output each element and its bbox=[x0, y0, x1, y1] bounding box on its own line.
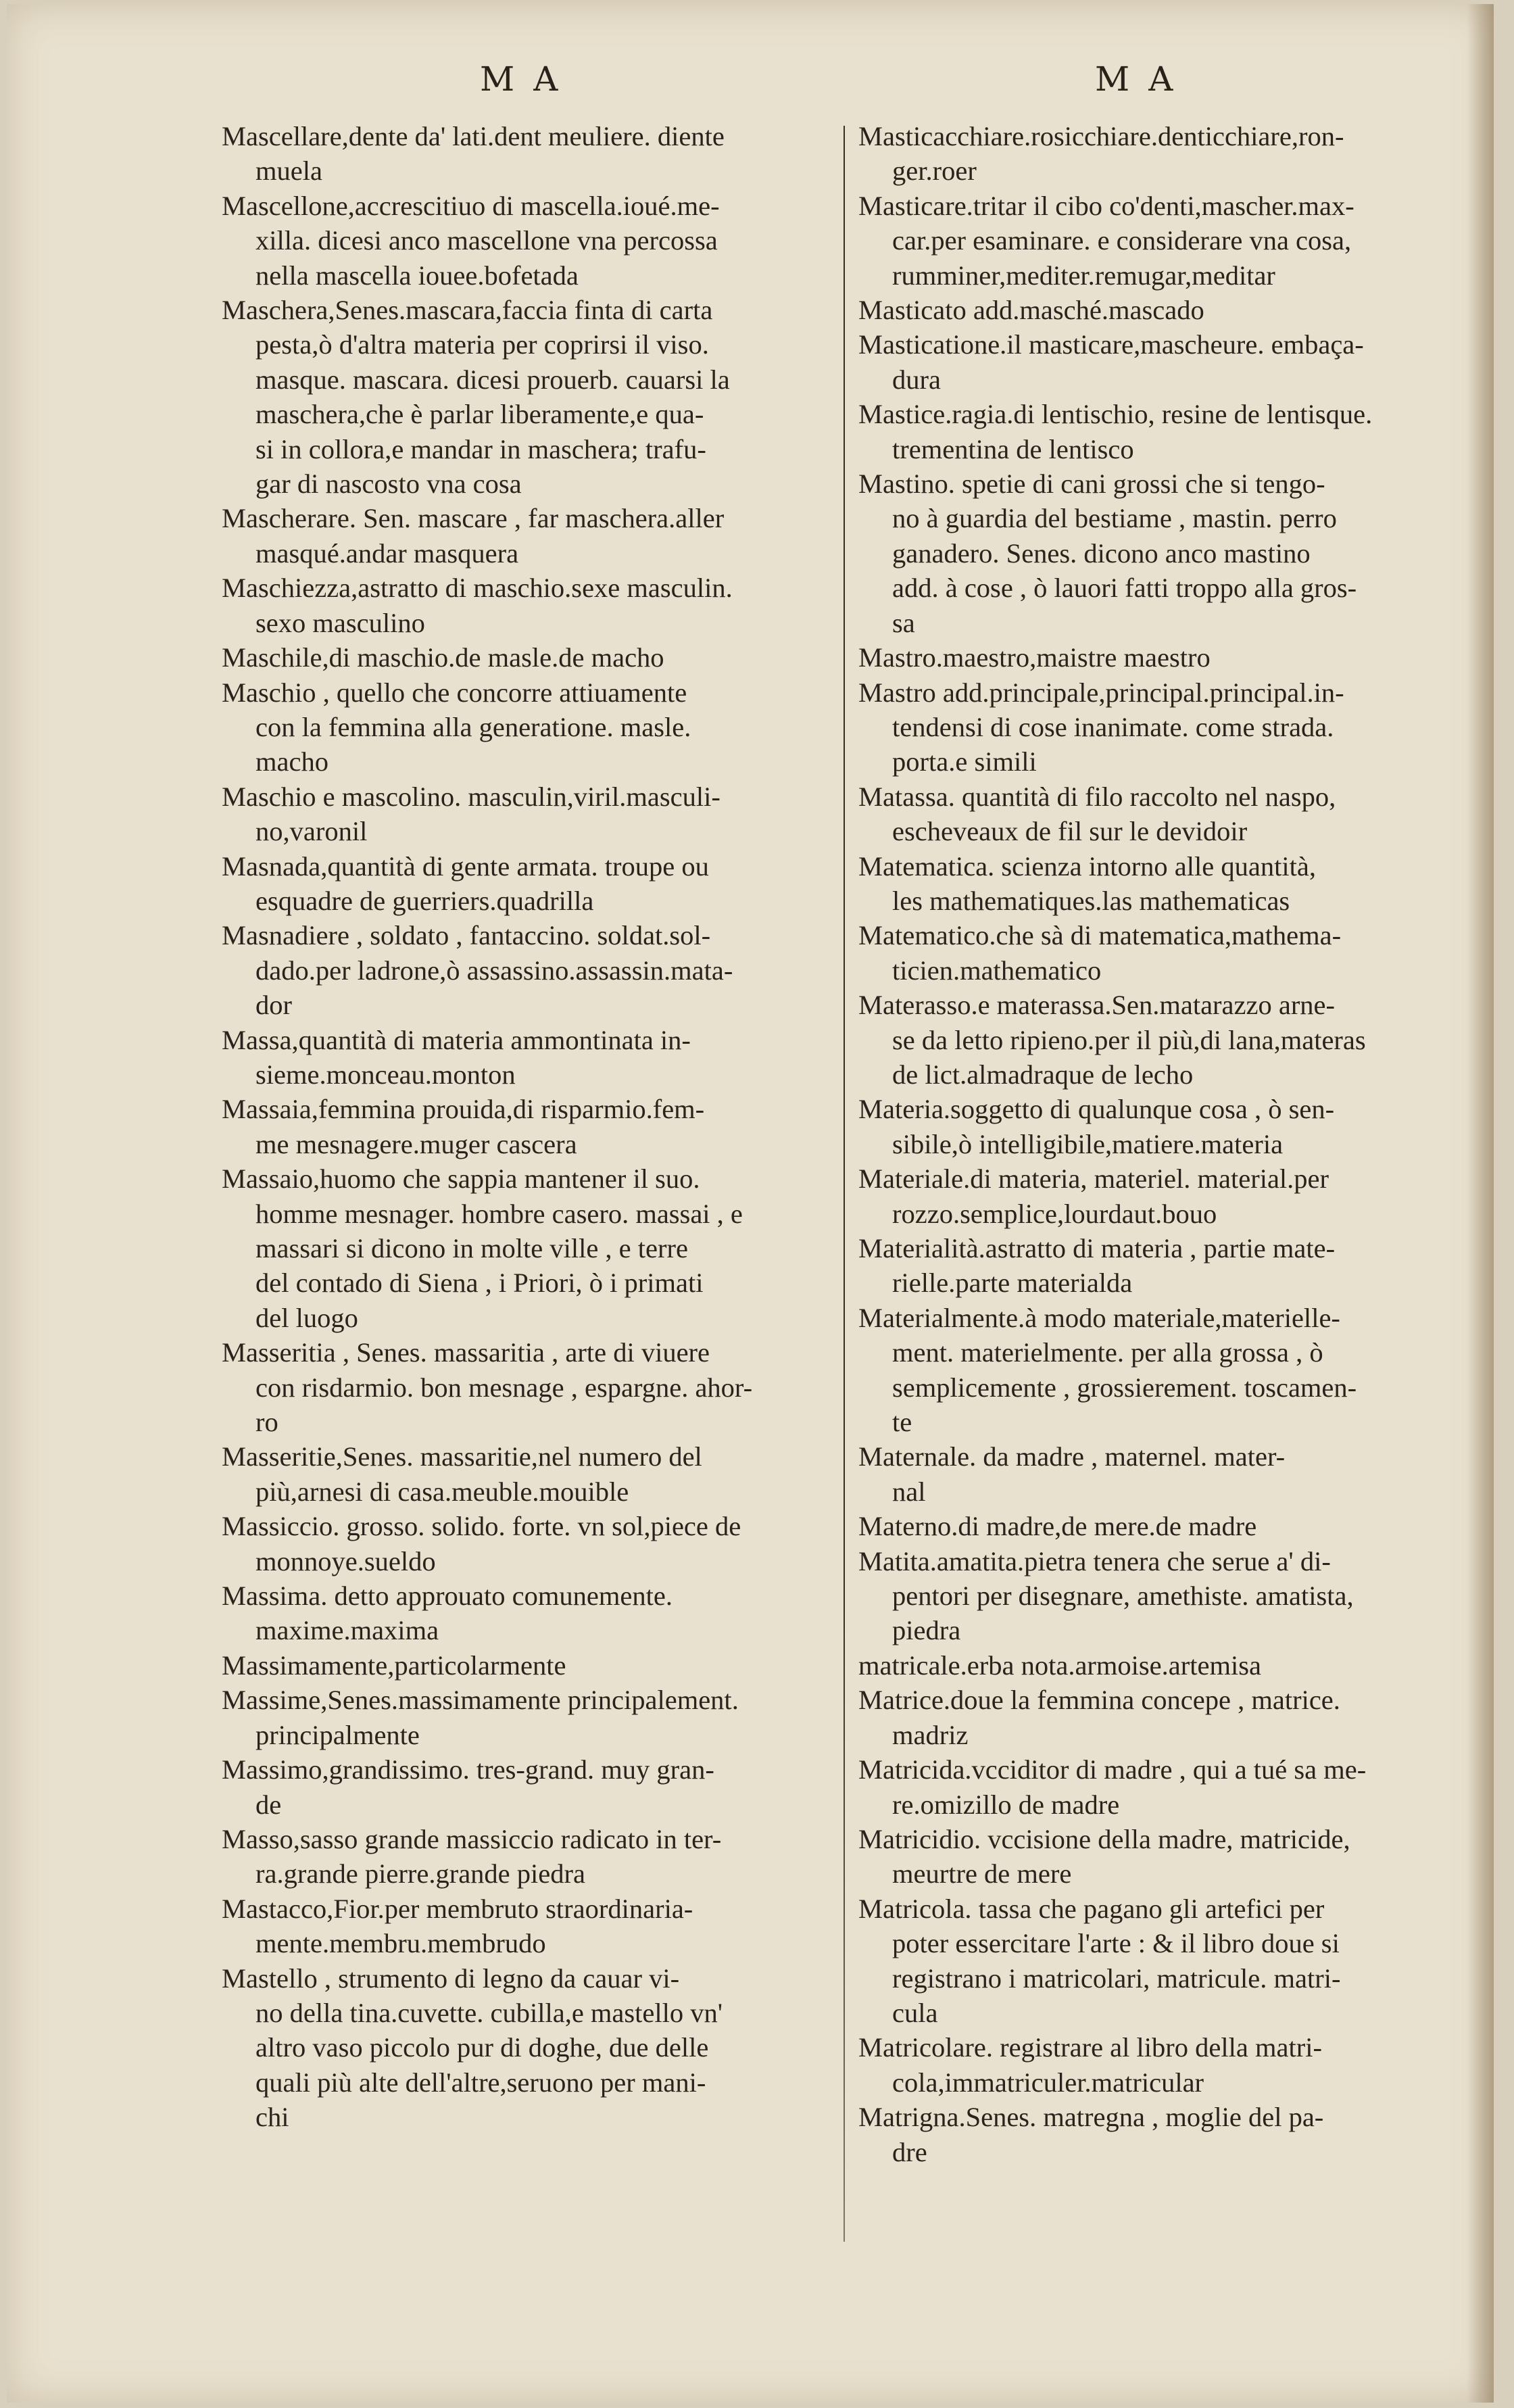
text-line: chi bbox=[255, 2102, 289, 2133]
text-line: nal bbox=[892, 1476, 926, 1507]
text-line: maxime.maxima bbox=[255, 1615, 439, 1646]
text-line: Mastino. spetie di cani grossi che si tengo- bbox=[858, 468, 1325, 500]
text-line: no à guardia del bestiame , mastin. perro bbox=[892, 503, 1337, 534]
text-line: Masseritia , Senes. massaritia , arte di viuere bbox=[222, 1337, 710, 1368]
text-line: maschera,che è parlar liberamente,e qua- bbox=[255, 399, 704, 430]
text-line: les mathematiques.las mathematicas bbox=[892, 885, 1290, 916]
text-line: Massimamente,particolarmente bbox=[222, 1650, 566, 1681]
text-line: Mascellare,dente da' lati.dent meuliere. diente bbox=[222, 121, 725, 151]
text-line: xilla. dicesi anco mascellone vna percossa bbox=[255, 225, 718, 256]
text-line: più,arnesi di casa.meuble.mouible bbox=[255, 1476, 629, 1507]
text-line: Maschio , quello che concorre attiuamente bbox=[222, 677, 687, 708]
text-line: Maternale. da madre , maternel. mater- bbox=[858, 1441, 1286, 1472]
text-line: semplicemente , grossierement. toscamen- bbox=[892, 1372, 1357, 1403]
text-line: gar di nascosto vna cosa bbox=[255, 468, 522, 500]
text-line: Mascherare. Sen. mascare , far maschera.aller bbox=[222, 503, 725, 534]
text-line: altro vaso piccolo pur di doghe, due delle bbox=[255, 2032, 709, 2063]
text-line: Materasso.e materassa.Sen.matarazzo arne- bbox=[858, 990, 1336, 1021]
text-line: sieme.monceau.monton bbox=[255, 1059, 516, 1090]
text-line: rielle.parte materialda bbox=[892, 1268, 1133, 1299]
text-line: Materiale.di materia, materiel. material.per bbox=[858, 1163, 1329, 1195]
text-line: Maschiezza,astratto di maschio.sexe masculin. bbox=[222, 573, 733, 604]
text-line: registrano i matricolari, matricule. matri- bbox=[892, 1962, 1341, 1994]
text-line: Masticare.tritar il cibo co'denti,mascher.max- bbox=[858, 190, 1354, 221]
text-line: Matricidio. vccisione della madre, matricide, bbox=[858, 1823, 1350, 1854]
text-line: Materno.di madre,de mere.de madre bbox=[858, 1511, 1257, 1542]
text-line: Masnadiere , soldato , fantaccino. soldat.sol- bbox=[222, 920, 711, 951]
text-line: ganadero. Senes. dicono anco mastino bbox=[892, 537, 1311, 569]
text-line: sibile,ò intelligibile,matiere.materia bbox=[892, 1128, 1284, 1159]
text-line: si in collora,e mandar in maschera; trafu- bbox=[255, 433, 706, 464]
text-line: pentori per disegnare, amethiste. amatista, bbox=[892, 1581, 1354, 1612]
text-line: principalmente bbox=[255, 1719, 420, 1750]
text-line: Mascellone,accrescitiuo di mascella.ioué.me- bbox=[222, 190, 720, 221]
text-line: ticien.mathematico bbox=[892, 955, 1102, 986]
running-head-left: MA bbox=[480, 59, 577, 99]
text-line: Mastello , strumento di legno da cauar vi- bbox=[222, 1962, 680, 1994]
text-line: cola,immatriculer.matricular bbox=[892, 2067, 1204, 2098]
text-line: Massime,Senes.massimamente principalement. bbox=[222, 1685, 739, 1716]
text-line: Matematico.che sà di matematica,mathema- bbox=[858, 920, 1342, 951]
text-line: Maschera,Senes.mascara,faccia finta di carta bbox=[222, 295, 713, 326]
text-line: matricale.erba nota.armoise.artemisa bbox=[858, 1650, 1261, 1681]
dictionary-page bbox=[7, 4, 1494, 2403]
text-line: Mastacco,Fior.per membruto straordinaria- bbox=[222, 1893, 693, 1924]
text-line: Maschio e mascolino. masculin,viril.masculi- bbox=[222, 781, 721, 812]
text-line: re.omizillo de madre bbox=[892, 1789, 1120, 1820]
text-line: meurtre de mere bbox=[892, 1858, 1072, 1889]
text-line: del luogo bbox=[255, 1302, 358, 1333]
running-head-right: MA bbox=[1095, 59, 1192, 99]
text-line: Matricida.vcciditor di madre , qui a tué sa me- bbox=[858, 1754, 1367, 1785]
text-line: ger.roer bbox=[892, 155, 977, 187]
text-line: Masticatione.il masticare,mascheure. embaça- bbox=[858, 329, 1364, 360]
text-line: masqué.andar masquera bbox=[255, 537, 519, 569]
text-line: sa bbox=[892, 607, 915, 638]
text-line: con risdarmio. bon mesnage , espargne. ahor- bbox=[255, 1372, 753, 1403]
text-line: madriz bbox=[892, 1719, 969, 1750]
text-line: esquadre de guerriers.quadrilla bbox=[255, 885, 594, 916]
text-line: dado.per ladrone,ò assassino.assassin.mata- bbox=[255, 955, 733, 986]
text-line: se da letto ripieno.per il più,di lana,materas bbox=[892, 1024, 1366, 1055]
text-line: homme mesnager. hombre casero. massai , e bbox=[255, 1198, 743, 1229]
text-line: Maschile,di maschio.de masle.de macho bbox=[222, 642, 664, 673]
text-line: no,varonil bbox=[255, 816, 368, 847]
text-line: Mastro add.principale,principal.principal.in- bbox=[858, 677, 1344, 708]
text-line: Masticacchiare.rosicchiare.denticchiare,ron- bbox=[858, 121, 1344, 151]
text-line: Materialmente.à modo materiale,materielle- bbox=[858, 1302, 1340, 1333]
text-line: Matematica. scienza intorno alle quantità, bbox=[858, 850, 1316, 882]
text-line: del contado di Siena , i Priori, ò i primati bbox=[255, 1268, 704, 1299]
text-line: trementina de lentisco bbox=[892, 433, 1134, 464]
text-line: te bbox=[892, 1407, 912, 1438]
text-line: quali più alte dell'altre,seruono per mani- bbox=[255, 2067, 706, 2098]
text-line: monnoye.sueldo bbox=[255, 1545, 436, 1576]
text-line: Matrigna.Senes. matregna , moglie del pa- bbox=[858, 2102, 1324, 2133]
text-line: Matassa. quantità di filo raccolto nel naspo, bbox=[858, 781, 1336, 812]
text-line: porta.e simili bbox=[892, 746, 1037, 777]
text-line: Masnada,quantità di gente armata. troupe ou bbox=[222, 850, 709, 882]
text-line: ment. materielmente. per alla grossa , ò bbox=[892, 1337, 1323, 1368]
text-line: Masticato add.masché.mascado bbox=[858, 295, 1204, 326]
text-line: dre bbox=[892, 2136, 927, 2167]
text-line: nella mascella iouee.bofetada bbox=[255, 260, 579, 291]
text-line: me mesnagere.muger cascera bbox=[255, 1128, 577, 1159]
text-line: cula bbox=[892, 1997, 938, 2028]
text-line: piedra bbox=[892, 1615, 961, 1646]
text-line: massari si dicono in molte ville , e terre bbox=[255, 1233, 688, 1263]
text-line: escheveaux de fil sur le devidoir bbox=[892, 816, 1248, 847]
text-line: rumminer,mediter.remugar,meditar bbox=[892, 260, 1275, 291]
page-edge-shadow bbox=[1467, 4, 1494, 2403]
text-line: Matrice.doue la femmina concepe , matrice. bbox=[858, 1685, 1340, 1716]
text-line: add. à cose , ò lauori fatti troppo alla gros- bbox=[892, 573, 1357, 604]
text-line: ro bbox=[255, 1407, 278, 1438]
text-line: Massima. detto approuato comunemente. bbox=[222, 1581, 673, 1612]
text-line: Masseritie,Senes. massaritie,nel numero del bbox=[222, 1441, 702, 1472]
text-line: Mastro.maestro,maistre maestro bbox=[858, 642, 1211, 673]
text-line: rozzo.semplice,lourdaut.bouo bbox=[892, 1198, 1217, 1229]
text-line: Matita.amatita.pietra tenera che serue a' di- bbox=[858, 1545, 1331, 1576]
text-line: dura bbox=[892, 364, 941, 395]
text-line: de lict.almadraque de lecho bbox=[892, 1059, 1194, 1090]
text-line: mente.membru.membrudo bbox=[255, 1928, 546, 1959]
text-line: Massaio,huomo che sappia mantener il suo. bbox=[222, 1163, 700, 1195]
text-line: muela bbox=[255, 155, 322, 187]
column-divider bbox=[844, 126, 845, 2242]
text-line: Materia.soggetto di qualunque cosa , ò sen- bbox=[858, 1094, 1335, 1125]
left-column bbox=[222, 119, 830, 2135]
text-line: no della tina.cuvette. cubilla,e mastello vn' bbox=[255, 1997, 723, 2028]
right-column bbox=[858, 119, 1467, 2169]
text-line: Massiccio. grosso. solido. forte. vn sol,piece de bbox=[222, 1511, 741, 1542]
text-line: Matricola. tassa che pagano gli artefici per bbox=[858, 1893, 1325, 1924]
text-line: Materialità.astratto di materia , partie mate- bbox=[858, 1233, 1336, 1263]
text-line: Massimo,grandissimo. tres-grand. muy gran- bbox=[222, 1754, 714, 1785]
text-line: tendensi di cose inanimate. come strada. bbox=[892, 711, 1334, 742]
text-line: Mastice.ragia.di lentischio, resine de lentisque. bbox=[858, 399, 1373, 430]
text-line: Massa,quantità di materia ammontinata in- bbox=[222, 1024, 691, 1055]
text-line: Masso,sasso grande massiccio radicato in ter- bbox=[222, 1823, 722, 1854]
text-line: sexo masculino bbox=[255, 607, 425, 638]
text-line: Massaia,femmina prouida,di risparmio.fem- bbox=[222, 1094, 705, 1125]
text-line: car.per esaminare. e considerare vna cosa, bbox=[892, 225, 1352, 256]
text-line: Matricolare. registrare al libro della matri- bbox=[858, 2032, 1322, 2063]
text-line: pesta,ò d'altra materia per coprirsi il viso. bbox=[255, 329, 709, 360]
text-line: poter essercitare l'arte : & il libro doue si bbox=[892, 1928, 1340, 1959]
text-line: de bbox=[255, 1789, 282, 1820]
text-line: ra.grande pierre.grande piedra bbox=[255, 1858, 585, 1889]
text-line: masque. mascara. dicesi prouerb. cauarsi la bbox=[255, 364, 730, 395]
text-line: dor bbox=[255, 990, 292, 1021]
text-line: con la femmina alla generatione. masle. bbox=[255, 711, 691, 742]
text-line: macho bbox=[255, 746, 328, 777]
